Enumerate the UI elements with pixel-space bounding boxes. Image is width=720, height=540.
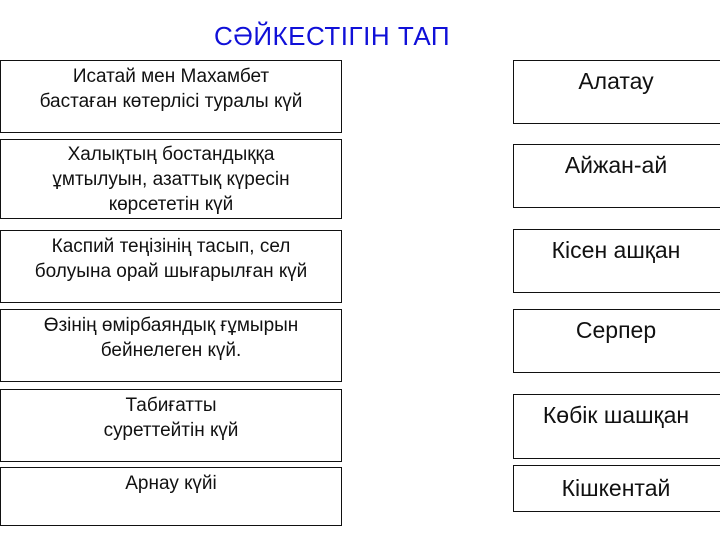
kuy-box-5[interactable] bbox=[513, 394, 720, 459]
description-line: бастаған көтерлісі туралы күй bbox=[39, 91, 303, 112]
kuy-box-6[interactable] bbox=[513, 465, 720, 512]
description-box-1[interactable] bbox=[0, 60, 342, 133]
kuy-label: Айжан-ай bbox=[564, 152, 668, 178]
description-line: Исатай мен Махамбет bbox=[72, 66, 270, 87]
description-line: Каспий теңізінің тасып, сел bbox=[51, 236, 291, 257]
kuy-label: Алатау bbox=[578, 68, 654, 94]
kuy-box-2[interactable] bbox=[513, 144, 720, 208]
kuy-box-3[interactable] bbox=[513, 229, 720, 293]
description-box-3[interactable] bbox=[0, 230, 342, 303]
description-box-5[interactable] bbox=[0, 389, 342, 462]
kuy-box-4[interactable] bbox=[513, 309, 720, 373]
description-line: Табиғатты bbox=[125, 395, 217, 416]
description-line: болуына орай шығарылған күй bbox=[34, 261, 308, 282]
description-line: ұмтылуын, азаттық күресін bbox=[52, 169, 290, 190]
description-box-4[interactable] bbox=[0, 309, 342, 382]
description-line: Арнау күйі bbox=[125, 473, 217, 494]
description-line: Халықтың бостандыққа bbox=[67, 144, 275, 165]
kuy-label: Кішкентай bbox=[561, 475, 671, 501]
description-line: көрсететін күй bbox=[108, 194, 234, 215]
description-box-6[interactable] bbox=[0, 467, 342, 526]
description-line: Өзінің өмірбаяндық ғұмырын bbox=[43, 315, 299, 336]
page-title: СӘЙКЕСТІГІН ТАП bbox=[214, 21, 451, 51]
description-line: бейнелеген күй. bbox=[100, 340, 242, 361]
kuy-label: Серпер bbox=[575, 317, 657, 343]
description-line: суреттейтін күй bbox=[103, 420, 239, 441]
description-box-2[interactable] bbox=[0, 139, 342, 219]
kuy-label: Көбік шашқан bbox=[542, 402, 690, 428]
kuy-label: Кісен ашқан bbox=[551, 237, 681, 263]
kuy-box-1[interactable] bbox=[513, 60, 720, 124]
